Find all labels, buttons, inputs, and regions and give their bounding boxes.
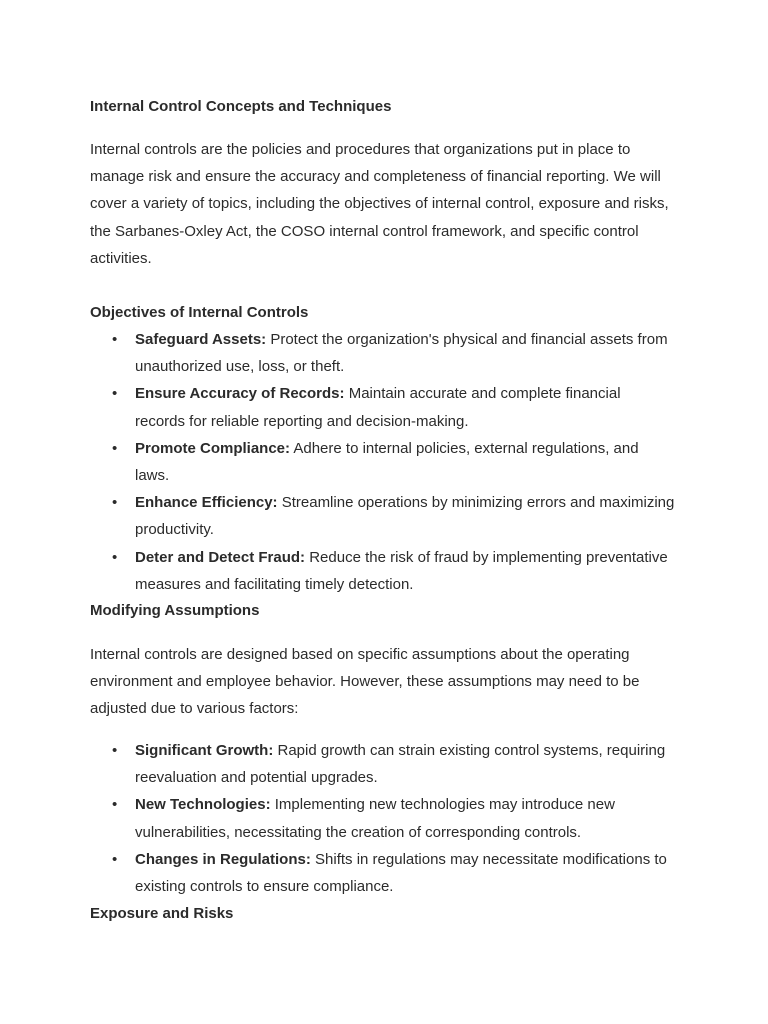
item-text: Adhere to internal policies, external regulations, and xyxy=(290,439,639,457)
intro-line: cover a variety of topics, including the objectives of internal control, exposure and risks, xyxy=(90,195,669,213)
bullet-icon: • xyxy=(112,385,118,403)
intro-line: the Sarbanes-Oxley Act, the COSO internal control framework, and specific control xyxy=(90,222,639,240)
bullet-icon: • xyxy=(112,742,118,759)
modifying-line: Internal controls are designed based on specific assumptions about the operating xyxy=(90,646,630,663)
bullet-icon: • xyxy=(112,331,118,348)
bullet-icon: • xyxy=(112,850,118,868)
list-item xyxy=(90,435,690,489)
objectives-list xyxy=(90,326,690,598)
list-item xyxy=(90,846,690,900)
list-item xyxy=(90,326,690,380)
item-term: Promote Compliance: xyxy=(135,439,291,457)
item-text: existing controls to ensure compliance. xyxy=(135,878,394,896)
item-text: Protect the organization's physical and financial assets from xyxy=(266,331,668,348)
item-text: productivity. xyxy=(135,521,214,539)
list-item xyxy=(90,544,690,598)
item-text: Streamline operations by minimizing errors and maximizing xyxy=(277,494,675,512)
item-text: laws. xyxy=(135,467,170,485)
item-term: Changes in Regulations: xyxy=(135,850,311,868)
intro-line: manage risk and ensure the accuracy and completeness of financial reporting. We will xyxy=(90,168,661,186)
item-text: Maintain accurate and complete financial xyxy=(344,385,621,403)
modifying-line: environment and employee behavior. However, these assumptions may need to be xyxy=(90,673,640,691)
item-text: Shifts in regulations may necessitate modifications to xyxy=(310,850,667,868)
item-text: vulnerabilities, necessitating the creation of corresponding controls. xyxy=(135,823,582,841)
item-text: reevaluation and potential upgrades. xyxy=(135,769,378,787)
bullet-icon: • xyxy=(112,494,118,512)
item-term: Deter and Detect Fraud: xyxy=(135,548,306,566)
list-item xyxy=(90,791,690,845)
list-item xyxy=(90,489,690,543)
intro-paragraph xyxy=(90,136,690,272)
item-text: unauthorized use, loss, or theft. xyxy=(135,358,345,376)
item-term: Safeguard Assets: xyxy=(135,331,267,348)
objectives-heading: Objectives of Internal Controls xyxy=(90,304,309,321)
list-item xyxy=(90,737,690,791)
item-term: Significant Growth: xyxy=(135,742,274,759)
exposure-heading: Exposure and Risks xyxy=(90,905,234,922)
bullet-icon: • xyxy=(112,796,118,814)
item-text: measures and facilitating timely detection. xyxy=(135,575,414,593)
item-text: Rapid growth can strain existing control systems, requiring xyxy=(273,742,666,759)
list-item xyxy=(90,380,690,434)
modifying-paragraph xyxy=(90,641,690,723)
item-term: Enhance Efficiency: xyxy=(135,494,278,512)
item-term: Ensure Accuracy of Records: xyxy=(135,385,345,403)
item-text: Implementing new technologies may introduce new xyxy=(270,796,615,814)
bullet-icon: • xyxy=(112,439,118,457)
intro-line: Internal controls are the policies and procedures that organizations put in place to xyxy=(90,141,631,158)
item-text: Reduce the risk of fraud by implementing preventative xyxy=(305,548,668,566)
modifying-line: adjusted due to various factors: xyxy=(90,700,299,718)
intro-line: activities. xyxy=(90,249,152,267)
modifying-list xyxy=(90,737,690,900)
bullet-icon: • xyxy=(112,548,118,566)
item-text: records for reliable reporting and decision-making. xyxy=(135,412,469,430)
item-term: New Technologies: xyxy=(135,796,271,814)
modifying-heading: Modifying Assumptions xyxy=(90,602,260,619)
document-title: Internal Control Concepts and Techniques xyxy=(90,98,392,115)
